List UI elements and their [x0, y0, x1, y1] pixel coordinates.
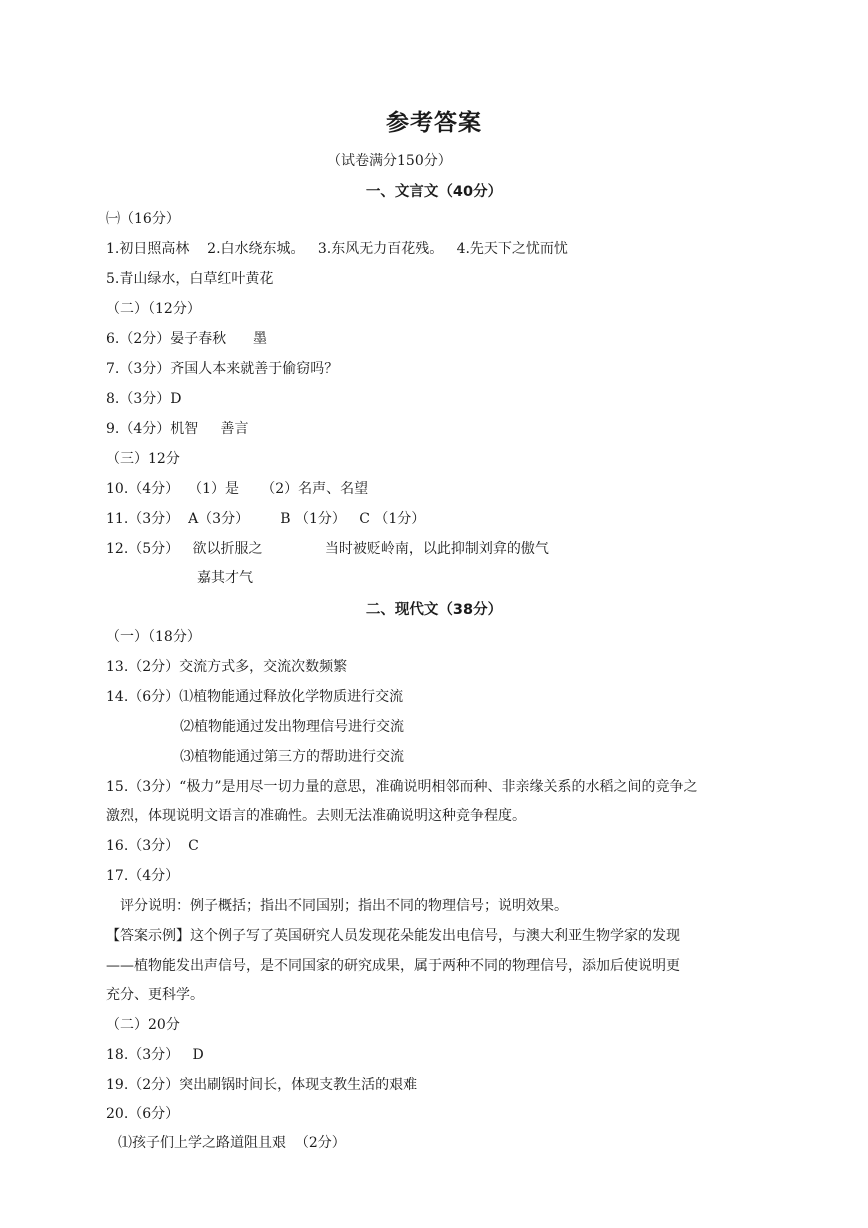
answer-line: 13.（2分）交流方式多，交流次数频繁 [106, 659, 348, 675]
part-heading: （二）（12分） [106, 301, 201, 317]
answer-line: 激烈，体现说明文语言的准确性。去则无法准确说明这种竞争程度。 [106, 808, 526, 824]
answer-line: 20.（6分） [106, 1106, 180, 1122]
answer-line: ⑶植物能通过第三方的帮助进行交流 [180, 749, 404, 765]
answer-line: 6.（2分）晏子春秋 墨 [106, 331, 267, 347]
answer-line: 1.初日照高林 2.白水绕东城。 3.东风无力百花残。 4.先天下之忧而忧 [106, 241, 568, 257]
answer-line: 19.（2分）突出刷锅时间长，体现支教生活的艰难 [106, 1077, 418, 1093]
answer-line: 16.（3分） C [106, 838, 199, 854]
answer-example: 【答案示例】这个例子写了英国研究人员发现花朵能发出电信号，与澳大利亚生物学家的发现 [106, 928, 680, 944]
part-heading: （一）（18分） [106, 629, 201, 645]
page-title: 参考答案 [386, 110, 482, 136]
answer-example: 充分、更科学。 [106, 987, 204, 1003]
full-score-note: （试卷满分150分） [327, 153, 452, 169]
part-heading: （三）12分 [106, 451, 180, 467]
answer-line: 14.（6分）⑴植物能通过释放化学物质进行交流 [106, 689, 404, 705]
section-heading-modern: 二、现代文（38分） [365, 602, 503, 618]
answer-line: 9.（4分）机智 善言 [106, 421, 249, 437]
scoring-note: 评分说明：例子概括；指出不同国别；指出不同的物理信号；说明效果。 [120, 898, 568, 914]
section-heading-classical: 一、文言文（40分） [365, 184, 503, 200]
answer-line: 10.（4分） （1）是 （2）名声、名望 [106, 481, 369, 497]
answer-example: ——植物能发出声信号，是不同国家的研究成果，属于两种不同的物理信号，添加后使说明更 [106, 958, 680, 974]
answer-line: 11.（3分） A（3分） B （1分） C （1分） [106, 511, 426, 527]
answer-line: 嘉其才气 [197, 570, 253, 586]
part-heading: ㈠（16分） [106, 211, 180, 227]
answer-line: ⑴孩子们上学之路道阻且艰 （2分） [118, 1135, 346, 1151]
answer-line: 7.（3分）齐国人本来就善于偷窃吗？ [106, 361, 339, 377]
part-heading: （二）20分 [106, 1017, 180, 1033]
answer-line: ⑵植物能通过发出物理信号进行交流 [180, 719, 404, 735]
answer-line: 18.（3分） D [106, 1047, 204, 1063]
answer-line: 17.（4分） [106, 868, 180, 884]
answer-line: 8.（3分）D [106, 391, 182, 407]
answer-line: 15.（3分）“极力”是用尽一切力量的意思，准确说明相邻而种、非亲缘关系的水稻之间的竞争之 [106, 779, 698, 795]
answer-line: 12.（5分） 欲以折服之 当时被贬岭南，以此抑制刘弇的傲气 [106, 541, 549, 557]
answer-line: 5.青山绿水，白草红叶黄花 [106, 271, 274, 287]
